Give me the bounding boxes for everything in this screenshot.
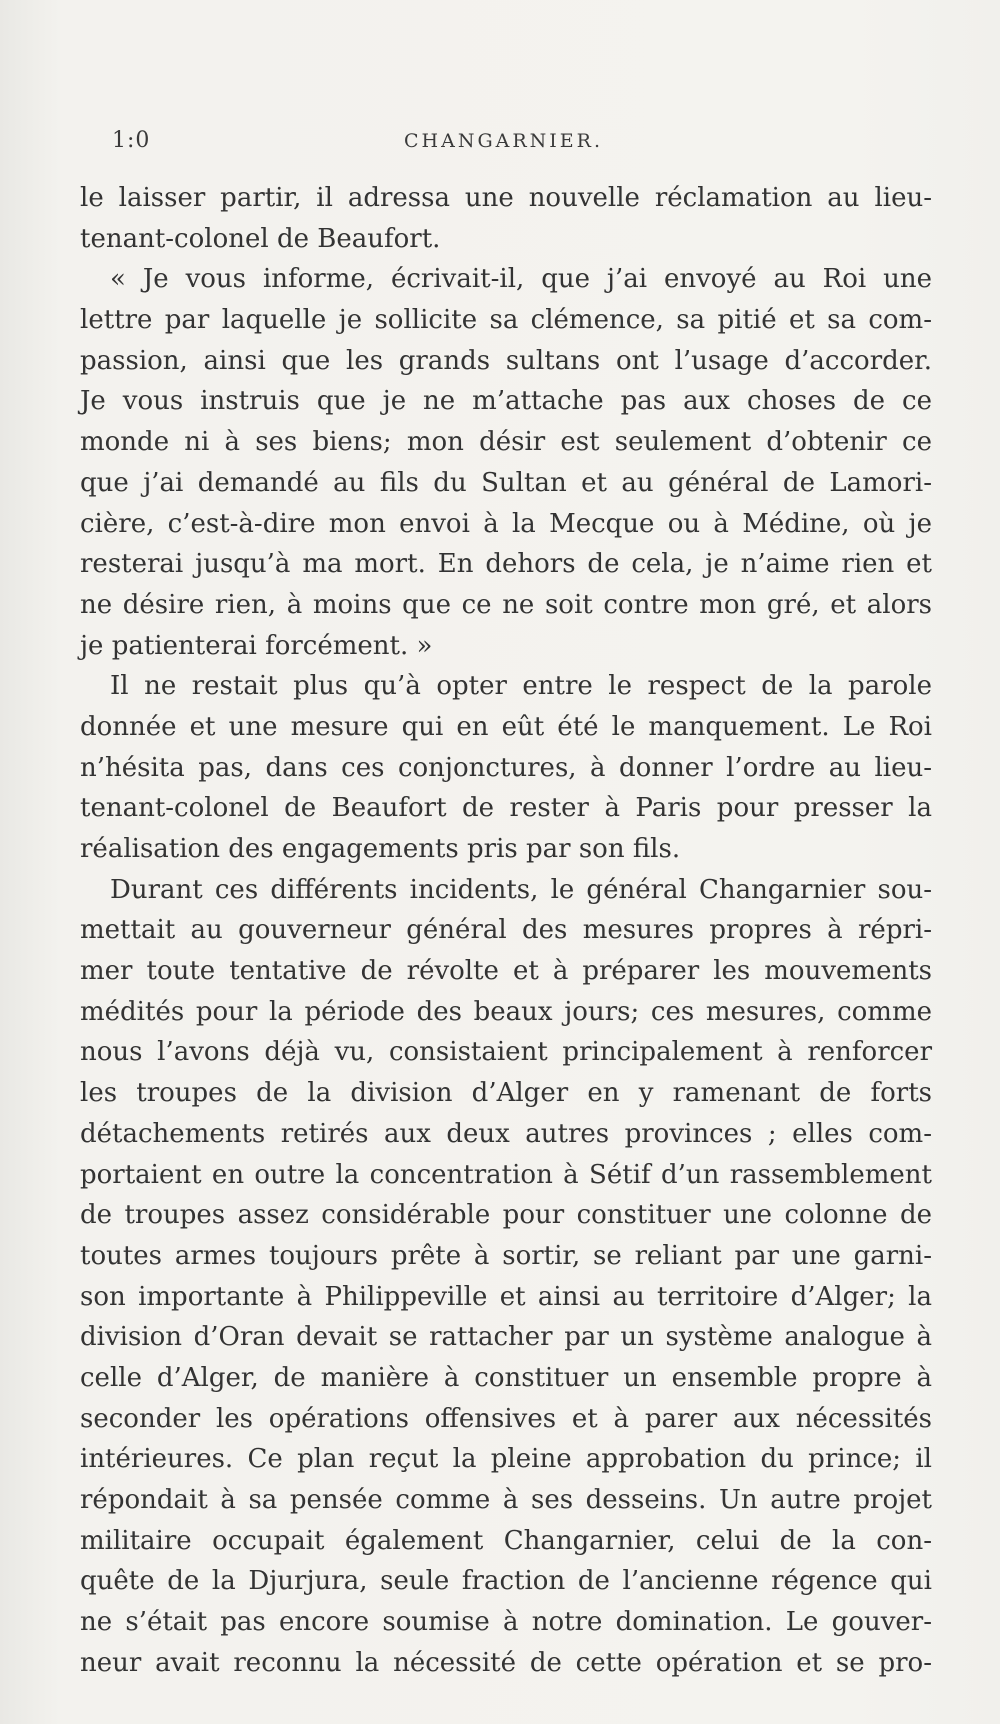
- text-line: Il ne restait plus qu’à opter entre le respect de la parole: [110, 671, 932, 702]
- text-line: quête de la Djurjura, seule fraction de l’ancienne régence qui: [80, 1566, 932, 1597]
- text-line: tenant-colonel de Beaufort de rester à Paris pour presser la: [80, 793, 932, 824]
- text-line: ne s’était pas encore soumise à notre domination. Le gouver-: [80, 1607, 932, 1638]
- text-line: toutes armes toujours prête à sortir, se reliant par une garni-: [80, 1240, 932, 1271]
- text-line: mettait au gouverneur général des mesures propres à répri-: [80, 915, 932, 946]
- text-line: cière, c’est-à-dire mon envoi à la Mecque ou à Médine, où je: [80, 508, 932, 539]
- text-line: Je vous instruis que je ne m’attache pas aux choses de ce: [80, 386, 932, 417]
- text-line: réalisation des engagements pris par son fils.: [80, 834, 681, 864]
- text-line: médités pour la période des beaux jours; ces mesures, comme: [80, 996, 932, 1027]
- text-line: intérieures. Ce plan reçut la pleine approbation du prince; il: [80, 1444, 932, 1475]
- text-line: mer toute tentative de révolte et à préparer les mouvements: [80, 956, 932, 987]
- text-line: son importante à Philippeville et ainsi au territoire d’Alger; la: [80, 1281, 932, 1312]
- text-line: que j’ai demandé au fils du Sultan et au général de Lamori-: [80, 467, 932, 498]
- text-line: militaire occupait également Changarnier, celui de la con-: [80, 1525, 932, 1556]
- running-title: CHANGARNIER.: [404, 130, 604, 152]
- text-line: le laisser partir, il adressa une nouvelle réclamation au lieu-: [80, 183, 932, 213]
- text-line: portaient en outre la concentration à Sétif d’un rassemblement: [80, 1159, 932, 1190]
- text-line: monde ni à ses biens; mon désir est seulement d’obtenir ce: [80, 427, 932, 458]
- running-header: [0, 128, 1000, 158]
- text-line: détachements retirés aux deux autres provinces ; elles com-: [80, 1118, 932, 1149]
- text-line: nous l’avons déjà vu, consistaient principalement à renforcer: [80, 1037, 932, 1068]
- text-line: répondait à sa pensée comme à ses desseins. Un autre projet: [80, 1485, 932, 1515]
- text-line: n’hésita pas, dans ces conjonctures, à donner l’ordre au lieu-: [80, 752, 932, 783]
- text-line: celle d’Alger, de manière à constituer un ensemble propre à: [80, 1362, 932, 1393]
- page-number: 1:0: [112, 128, 151, 153]
- text-line: « Je vous informe, écrivait-il, que j’ai envoyé au Roi une: [110, 264, 932, 295]
- text-line: de troupes assez considérable pour constituer une colonne de: [80, 1200, 932, 1231]
- text-line: Durant ces différents incidents, le général Changarnier sou-: [110, 874, 932, 905]
- text-line: je patienterai forcément. »: [80, 630, 433, 661]
- text-line: ne désire rien, à moins que ce ne soit contre mon gré, et alors: [80, 589, 932, 620]
- text-line: les troupes de la division d’Alger en y ramenant de forts: [80, 1078, 932, 1109]
- text-line: seconder les opérations offensives et à parer aux nécessités: [80, 1403, 932, 1434]
- text-line: tenant-colonel de Beaufort.: [80, 223, 441, 254]
- text-line: passion, ainsi que les grands sultans ont l’usage d’accorder.: [80, 345, 932, 376]
- text-line: resterai jusqu’à ma mort. En dehors de cela, je n’aime rien et: [80, 549, 932, 580]
- text-line: donnée et une mesure qui en eût été le manquement. Le Roi: [80, 711, 932, 742]
- body-text: [80, 178, 932, 1683]
- text-line: lettre par laquelle je sollicite sa clémence, sa pitié et sa com-: [80, 305, 932, 336]
- text-line: neur avait reconnu la nécessité de cette opération et se pro-: [80, 1647, 932, 1678]
- text-line: division d’Oran devait se rattacher par un système analogue à: [80, 1322, 932, 1353]
